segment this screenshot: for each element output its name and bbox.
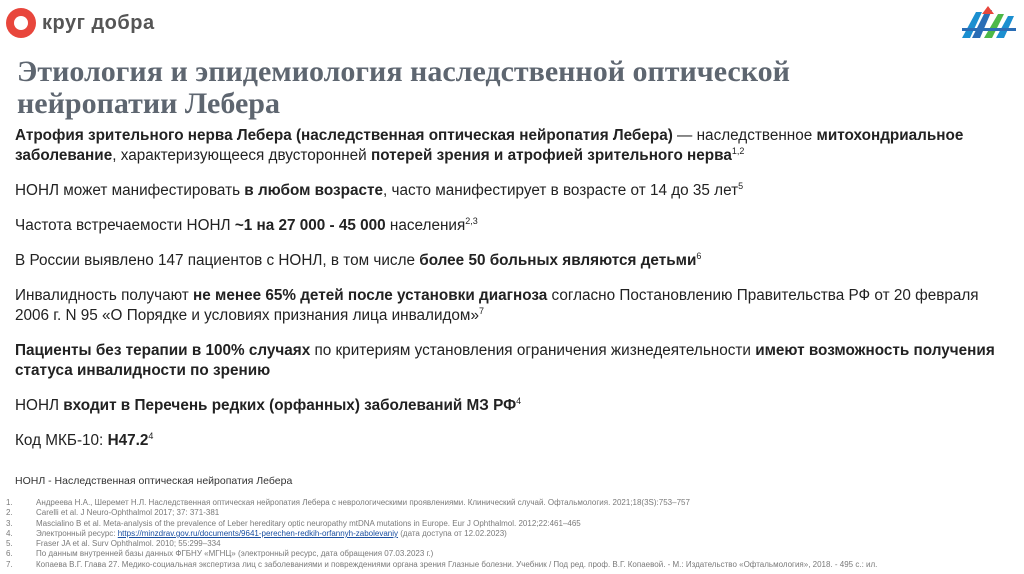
main-content xyxy=(15,126,1015,451)
reference-item: 2. Carelli et al. J Neuro-Ophthalmol 2017; 37: 371-381 xyxy=(6,508,220,518)
reference-item: 7. Копаева В.Г. Глава 27. Медико-социальная экспертиза лиц с заболеваниями и повреждениями органа зрения Глазные болезни. Учебник / Под ред. проф. В.Г. Копаевой. - М.: Издательство «Офтальмология», 2018. - 495 с.: ил. xyxy=(6,559,878,569)
untreated-patients-paragraph: Пациенты без терапии в 100% случаях по критериям установления ограничения жизнедеятельности имеют возможность получения статуса инвалидности по зрению xyxy=(15,342,995,379)
reference-item: 5. Fraser JA et al. Surv Ophthalmol. 2010; 55:299–334 xyxy=(6,539,221,549)
logo-krug-dobra xyxy=(6,8,155,38)
abbreviation-note: НОНЛ - Наследственная оптическая нейропатия Лебера xyxy=(15,475,293,487)
disability-paragraph: Инвалидность получают не менее 65% детей после установки диагноза согласно Постановлению Правительства РФ от 20 февраля 2006 г. N 95 «О Порядке и условиях признания лица инвалидом»$^7$ xyxy=(15,287,979,324)
russia-patients-paragraph: В России выявлено 147 пациентов с НОНЛ, в том числе более 50 больных являются детьми$^6$ xyxy=(15,250,702,269)
reference-item: 3. Mascialino B et al. Meta-analysis of the prevalence of Leber hereditary optic neuropathy mtDNA mutations in Europe. Eur J Ophthalmol. 2012;22:461–465 xyxy=(6,518,581,528)
logo-text: круг добра xyxy=(42,11,155,34)
references-list xyxy=(6,498,1016,570)
orphan-list-paragraph: НОНЛ входит в Перечень редких (орфанных) заболеваний МЗ $РФ^4$ xyxy=(15,395,522,414)
icd-code-paragraph: Код МКБ-10: H47.2$^4$ xyxy=(15,430,154,449)
reference-link[interactable]: https://minzdrav.gov.ru/documents/9641-perechen-redkih-orfannyh-zabolevaniy xyxy=(117,528,399,538)
definition-paragraph: Атрофия зрительного нерва Лебера (наследственная оптическая нейропатия Лебера) — наследственное митохондриальное заболевание, характеризующееся двусторонней потерей зрения и атрофией зрительного нерва$^{1,2}$ xyxy=(15,127,964,164)
manifestation-paragraph: НОНЛ может манифестировать в любом возрасте, часто манифестирует в возрасте от 14 до 35 лет$^5$ xyxy=(15,180,744,199)
prevalence-paragraph: Частота встречаемости НОНЛ ~1 на 27 000 - 45 000 населения$^{2,3}$ xyxy=(15,215,478,234)
reference-item: 4. Электронный ресурс: https://minzdrav.gov.ru/documents/9641-perechen-redkih-orfannyh-zabolevaniy (дата доступа от 12.02.2023) xyxy=(6,528,507,538)
reference-item: 1. Андреева Н.А., Шеремет Н.Л. Наследственная оптическая нейропатия Лебера с неврологическими проявлениями. Клинический случай. Офтальмология. 2021;18(3S):753–757 xyxy=(6,498,690,507)
logo-circle-icon xyxy=(6,8,36,38)
reference-item: 6. По данным внутренней базы данных ФГБНУ «МГНЦ» (электронный ресурс, дата обращения 07.03.2023 г.) xyxy=(6,549,434,559)
partner-logo-icon xyxy=(958,4,1022,40)
page-title: Этиология и эпидемиология наследственной оптической нейропатии Лебера xyxy=(17,55,790,120)
